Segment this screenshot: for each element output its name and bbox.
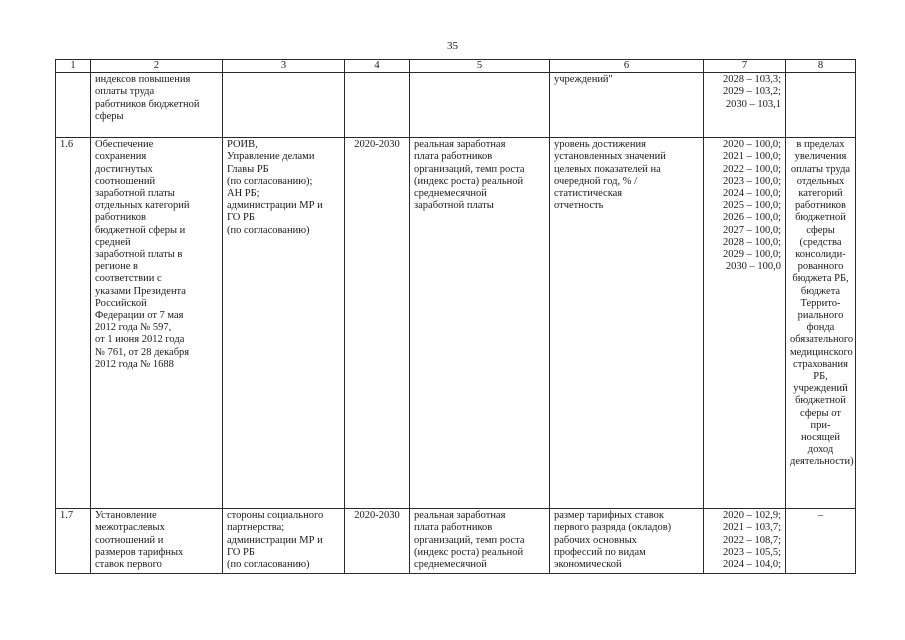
row-id-cell: 1.6 (56, 138, 91, 509)
row-id-cell: 1.7 (56, 509, 91, 574)
target-cell: учреждений" (550, 73, 704, 138)
values-cell: 2028 – 103,3; 2029 – 103,2; 2030 – 103,1 (704, 73, 786, 138)
plan-table (55, 59, 856, 574)
values-cell: 2020 – 100,0; 2021 – 100,0; 2022 – 100,0; 2023 – 100,0; 2024 – 100,0; 2025 – 100,0; 2026 – 100,0; 2027 – 100,0; 2028 – 100,0; 2029 – 100,0; 2030 – 100,0 (704, 138, 786, 509)
indicator-cell: реальная заработная плата работников организаций, темп роста (индекс роста) реальной среднемесячной заработной платы (410, 138, 550, 509)
indicator-cell: реальная заработная плата работников организаций, темп роста (индекс роста) реальной среднемесячной (410, 509, 550, 574)
funding-cell (786, 73, 856, 138)
column-number: 4 (345, 60, 410, 73)
executors-cell: РОИВ, Управление делами Главы РБ (по согласованию); АН РБ; администрации МР и ГО РБ (по согласованию) (223, 138, 345, 509)
measure-cell: Обеспечение сохранения достигнутых соотношений заработной платы отдельных категорий работников бюджетной сферы и средней заработной платы в регионе в соответствии с указами Президента Российской Федерации от 7 мая 2012 года № 597, от 1 июня 2012 года № 761, от 28 декабря 2012 года № 1688 (91, 138, 223, 509)
column-number-row (56, 60, 856, 73)
period-cell (345, 73, 410, 138)
row-id-cell (56, 73, 91, 138)
table-row (56, 138, 856, 509)
funding-cell: в пределах увеличения оплаты труда отдельных категорий работников бюджетной сферы (средства консолиди- рованного бюджета РБ, бюджета Террито- риального фонда обязательного медицинского страхования РБ, учреждений бюджетной сферы от при- носящей доход деятельности) (786, 138, 856, 509)
period-cell: 2020-2030 (345, 138, 410, 509)
column-number: 2 (91, 60, 223, 73)
period-cell: 2020-2030 (345, 509, 410, 574)
column-number: 5 (410, 60, 550, 73)
column-number: 6 (550, 60, 704, 73)
measure-cell: индексов повышения оплаты труда работников бюджетной сферы (91, 73, 223, 138)
column-number: 8 (786, 60, 856, 73)
funding-cell: – (786, 509, 856, 574)
measure-cell: Установление межотраслевых соотношений и размеров тарифных ставок первого (91, 509, 223, 574)
page-number: 35 (447, 40, 458, 52)
target-cell: уровень достижения установленных значений целевых показателей на очередной год, % / статистическая отчетность (550, 138, 704, 509)
values-cell: 2020 – 102,9; 2021 – 103,7; 2022 – 108,7; 2023 – 105,5; 2024 – 104,0; (704, 509, 786, 574)
target-cell: размер тарифных ставок первого разряда (окладов) рабочих основных профессий по видам экономической (550, 509, 704, 574)
column-number: 7 (704, 60, 786, 73)
column-number: 3 (223, 60, 345, 73)
indicator-cell (410, 73, 550, 138)
column-number: 1 (56, 60, 91, 73)
table-row (56, 73, 856, 138)
executors-cell (223, 73, 345, 138)
table-row (56, 509, 856, 574)
executors-cell: стороны социального партнерства; администрации МР и ГО РБ (по согласованию) (223, 509, 345, 574)
